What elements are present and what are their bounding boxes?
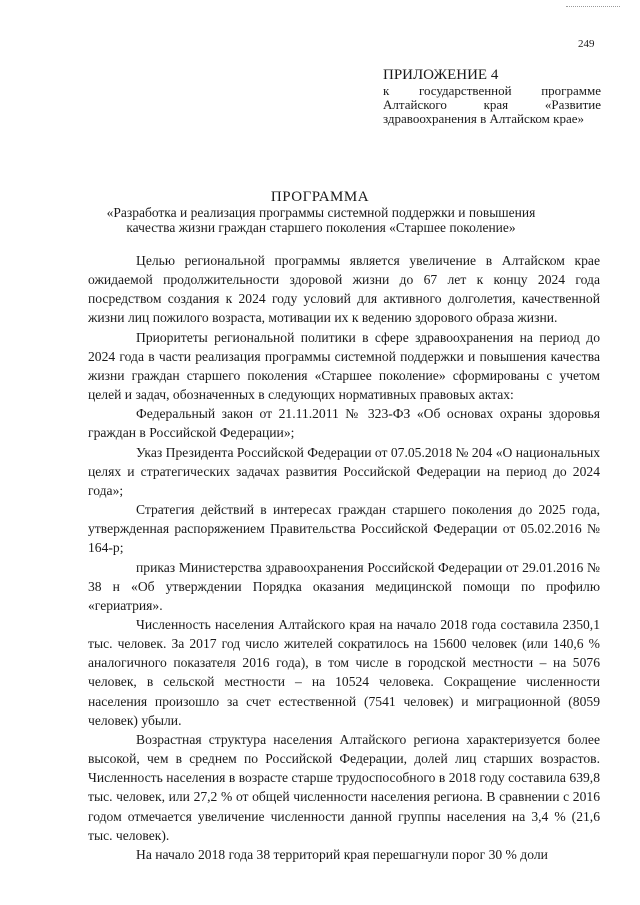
paragraph: Возрастная структура населения Алтайского региона характеризуется более высокой, чем в среднем по Российской Федерации, долей лиц старших возрастов. Численность населения в возрасте старше трудоспособного в 2018 году составила 639,8 тыс. человек, или 27,2 % от общей численности населения региона. В сравнении с 2016 годом отмечается увеличение численности данной группы населения на 3,4 % (21,6 тыс. человек).: [88, 731, 600, 843]
body-text: [88, 251, 600, 864]
appendix-text: к государственной программе Алтайского края «Развитие здравоохранения в Алтайском крае»: [383, 83, 601, 126]
paragraph: Стратегия действий в интересах граждан старшего поколения до 2025 года, утвержденная распоряжением Правительства Российской Федерации от 05.02.2016 № 164-р;: [88, 502, 600, 556]
appendix-block: [383, 68, 601, 126]
program-subtitle: «Разработка и реализация программы системной поддержки и повышения качества жизни граждан старшего поколения «Старшее поколение»: [106, 205, 536, 235]
paragraph: Численность населения Алтайского края на начало 2018 года составила 2350,1 тыс. человек. За 2017 год число жителей сократилось на 15600 человек (или 140,6 % аналогичного показателя 2016 года), в том числе в городской местности – на 5076 человек, в сельской местности – на 10524 человека. Сокращение численности населения произошло за счет естественной (7541 человек) и миграционной (8059 человек) убыли.: [88, 616, 600, 728]
page-number: 249: [578, 38, 595, 50]
paragraph: приказ Министерства здравоохранения Российской Федерации от 29.01.2016 № 38 н «Об утверждении Порядка оказания медицинской помощи по профилю «гериатрия».: [88, 559, 600, 613]
paragraph: Федеральный закон от 21.11.2011 № 323-ФЗ «Об основах охраны здоровья граждан в Российской Федерации»;: [88, 406, 600, 441]
paragraph: Целью региональной программы является увеличение в Алтайском крае ожидаемой продолжительности здоровой жизни до 67 лет к концу 2024 года посредством создания к 2024 году условий для активного долголетия, качественной жизни лиц пожилого возраста, мотивации их к ведению здорового образа жизни.: [88, 253, 600, 326]
paragraph: Приоритеты региональной политики в сфере здравоохранения на период до 2024 года в части реализация программы системной поддержки и повышения качества жизни граждан старшего поколения «Старшее поколение» сформированы с учетом целей и задач, обозначенных в следующих нормативных правовых актах:: [88, 329, 600, 403]
program-title: ПРОГРАММА: [270, 189, 370, 205]
paragraph: На начало 2018 года 38 территорий края перешагнули порог 30 % доли: [136, 846, 548, 862]
paragraph: Указ Президента Российской Федерации от 07.05.2018 № 204 «О национальных целях и стратегических задачах развития Российской Федерации на период до 2024 года»;: [88, 444, 600, 498]
scan-mark: [566, 6, 620, 8]
appendix-heading: ПРИЛОЖЕНИЕ 4: [383, 67, 499, 83]
